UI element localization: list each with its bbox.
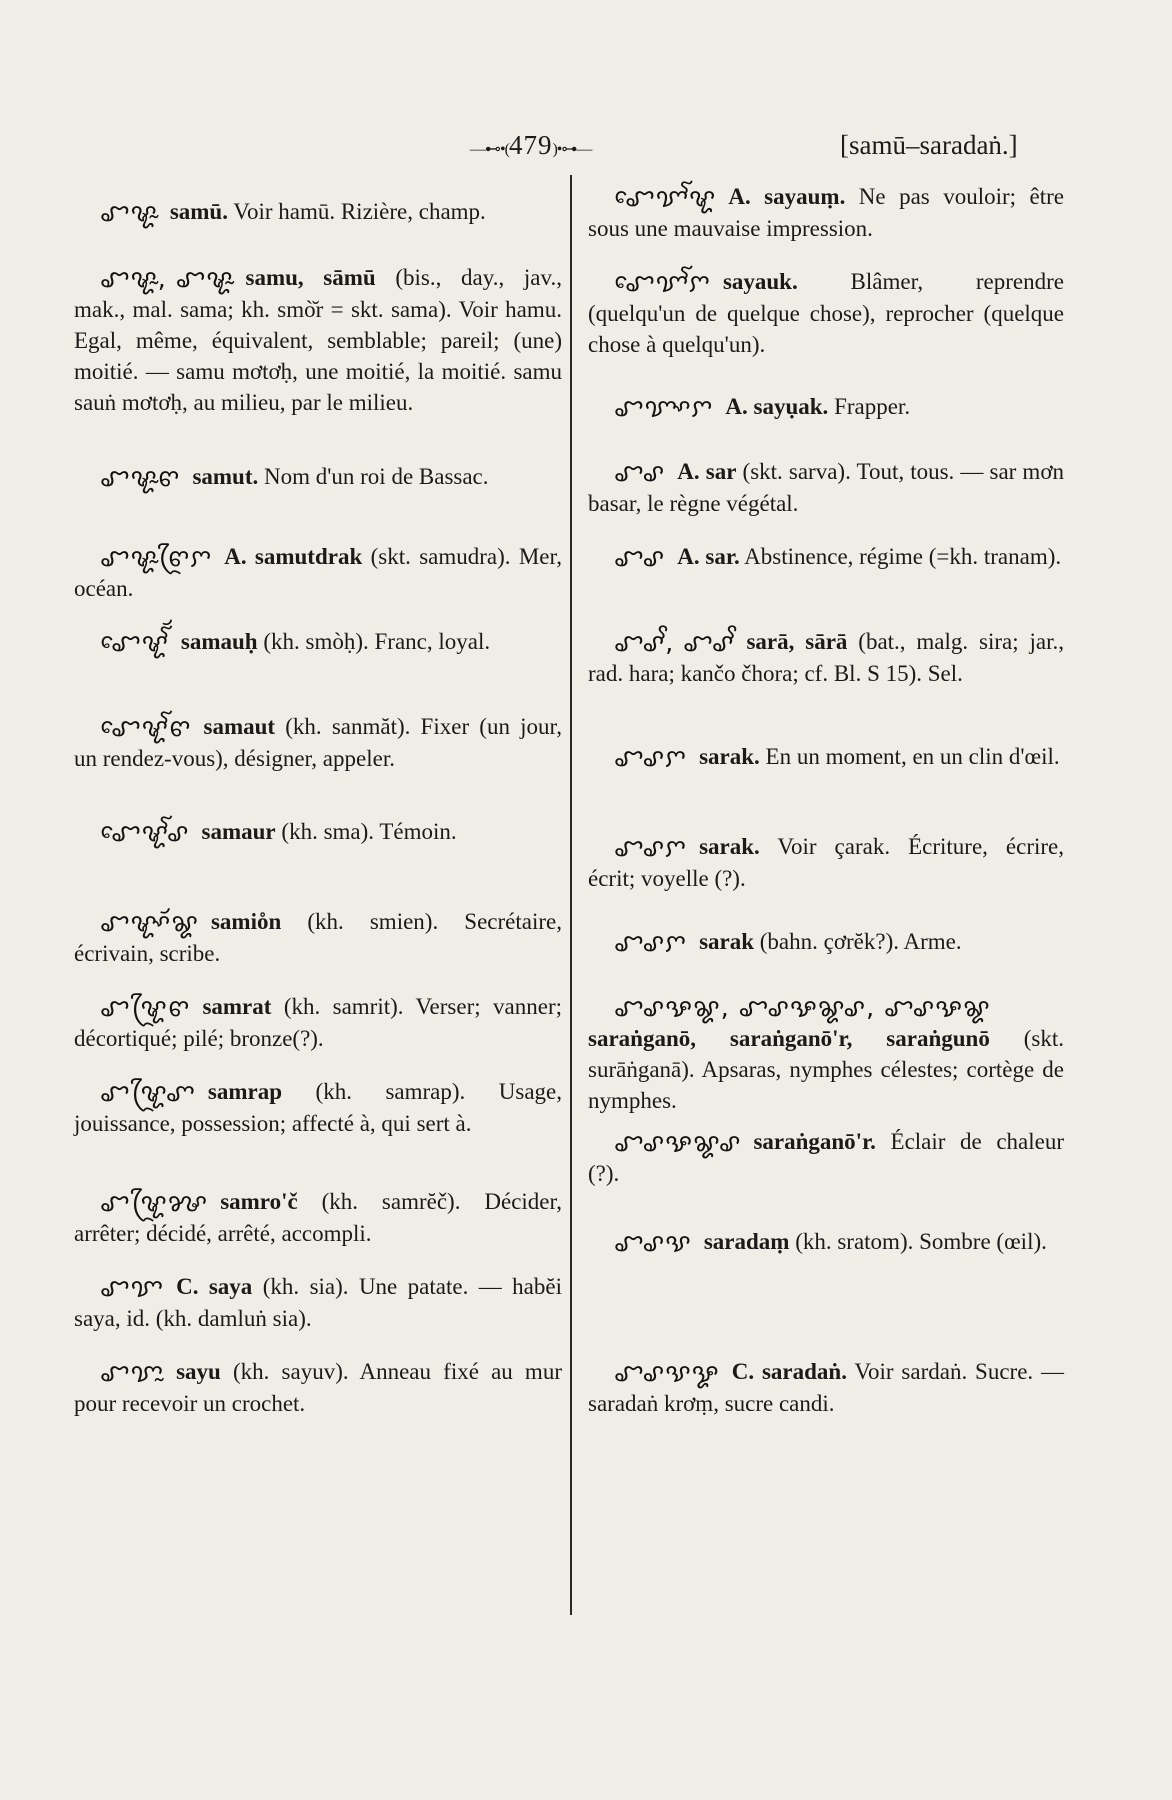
dictionary-entry [74, 1356, 562, 1419]
dictionary-entry [588, 266, 1064, 360]
cham-script-headword: ꨧꨠꨴꨓ [100, 993, 191, 1022]
headword: saraṅganō'r. [753, 1129, 876, 1154]
dictionary-entry [588, 456, 1064, 519]
dictionary-entry [74, 626, 562, 658]
dictionary-entry [74, 1076, 562, 1139]
cham-script-headword: ꨧꨯꨠꨱꨣ [100, 818, 190, 847]
headword: samrap [207, 1079, 283, 1104]
headword: sarak. [699, 834, 760, 859]
column-divider [570, 175, 572, 1615]
headword: samaut [203, 714, 276, 739]
definition: (kh. sanmăt). Fixer (un jour, un rendez-vous), désigner, appeler. [74, 714, 562, 771]
definition: (kh. sratom). Sombre (œil). [789, 1229, 1047, 1254]
definition: (kh. sma). Témoin. [275, 819, 457, 844]
definition: (skt. surāṅganā). Apsaras, nymphes célestes; cortège de nymphes. [588, 1026, 1065, 1113]
definition: (bahn. çơrĕk?). Arme. [754, 929, 962, 954]
running-title: [samū–saradaṅ.] [840, 130, 1018, 160]
definition: Abstinence, régime (=kh. tranam). [739, 544, 1062, 569]
headword: A. sar. [677, 544, 740, 569]
cham-script-headword: ꨧꨣꨊꨘꨣ [614, 1128, 742, 1157]
definition: (kh. sia). Une patate. — habĕi saya, id. (kh. damluṅ sia). [74, 1274, 562, 1331]
dictionary-entry [588, 626, 1064, 689]
cham-script-headword: ꨧꨠꨳꨮꨘ [100, 908, 199, 937]
page-header [0, 130, 1172, 170]
cham-script-headword: ꨧꨣ [614, 543, 666, 572]
headword: samaur [201, 819, 276, 844]
cham-script-headword: ꨧꨣꨊꨘ, ꨧꨣꨊꨘꨣ, ꨧꨣꨊꨘ [614, 993, 991, 1022]
headword: A. samutdrak [224, 544, 363, 569]
cham-script-headword: ꨧꨢꨭ [100, 1358, 165, 1387]
cham-script-headword: ꨧꨯꨠꨱꨮ [100, 628, 169, 657]
headword: sarak. [699, 744, 760, 769]
dictionary-entry [74, 262, 562, 418]
headword: samrat [202, 994, 272, 1019]
dictionary-entry [74, 1271, 562, 1334]
cham-script-headword: ꨧꨠꨭ, ꨧꨠꨭ [100, 264, 234, 293]
cham-script-headword: ꨧꨯꨢꨱꨠ [614, 183, 717, 212]
dictionary-entry [588, 831, 1064, 894]
definition: (kh. samrap). Usage, jouissance, possession; affecté à, qui sert à. [74, 1079, 562, 1136]
definition: (kh. smien). Secrétaire, écrivain, scribe. [74, 909, 562, 966]
definition: Voir sardaṅ. Sucre. — saradaṅ krơṃ, sucre candi. [588, 1359, 1064, 1416]
ornament-left: —⊷•( [470, 141, 509, 158]
headword: A. sayụak. [725, 394, 829, 419]
page-number [470, 130, 591, 161]
headword: saradaṃ [703, 1229, 790, 1254]
headword: sayu [176, 1359, 221, 1384]
page-number-value: 479 [508, 130, 553, 160]
definition: (skt. samudra). Mer, océan. [74, 544, 562, 601]
definition: Nom d'un roi de Bassac. [258, 464, 489, 489]
ornament-right: )•⊶— [552, 141, 592, 158]
dictionary-entry [588, 1126, 1064, 1189]
cham-script-headword: ꨧꨠꨭꨓ [100, 463, 181, 492]
definition: Ne pas vouloir; être sous une mauvaise impression. [588, 184, 1065, 241]
cham-script-headword: ꨧꨠꨴꨚ [100, 1078, 196, 1107]
dictionary-entry [588, 541, 1064, 573]
definition: Éclair de chaleur (?). [588, 1129, 1064, 1186]
dictionary-entry [588, 1356, 1064, 1419]
dictionary-entry [74, 816, 562, 848]
dictionary-entry [74, 1186, 562, 1249]
definition: (kh. smòḥ). Franc, loyal. [257, 629, 491, 654]
definition: En un moment, en un clin d'œil. [759, 744, 1060, 769]
definition: (kh. sayuv). Anneau fixé au mur pour recevoir un crochet. [74, 1359, 562, 1416]
cham-script-headword: ꨧꨢ [100, 1273, 165, 1302]
definition: (bis., day., jav., mak., mal. sama; kh. smò̆r = skt. sama). Voir hamu. Egal, même, équivalent, semblable; pareil; (une) moitié. — samu mơtơḥ, une moitié, la moitié. samu sauṅ mơtơḥ, au milieu, par le milieu. [74, 265, 562, 415]
definition: (bat., malg. sira; jar., rad. hara; kančo čhora; cf. Bl. S 15). Sel. [588, 629, 1064, 686]
headword: sarā, sārā [746, 629, 848, 654]
headword: samro'č [220, 1189, 298, 1214]
cham-script-headword: ꨧꨠꨭꨓꨴꨆ [100, 543, 213, 572]
headword: C. saya [176, 1274, 253, 1299]
dictionary-entry [74, 541, 562, 604]
headword: samu, sāmū [245, 265, 376, 290]
headword: A. sayauṃ. [728, 184, 846, 209]
headword: C. saradaṅ. [731, 1359, 847, 1384]
headword: samū. [169, 199, 228, 224]
cham-script-headword: ꨧꨯꨢꨱꨆ [614, 268, 711, 297]
dictionary-entry [74, 711, 562, 774]
headword: samio̊n [210, 909, 282, 934]
headword: samut. [192, 464, 259, 489]
dictionary-entry [74, 906, 562, 969]
cham-script-headword: ꨧꨣꨆ [614, 743, 688, 772]
headword: sarak [699, 929, 755, 954]
cham-script-headword: ꨧꨣꨩ, ꨧꨣꨩ [614, 628, 735, 657]
cham-script-headword: ꨧꨣ [614, 458, 666, 487]
dictionary-entry [74, 991, 562, 1054]
cham-script-headword: ꨧꨢꨳꨆ [614, 393, 714, 422]
dictionary-entry [74, 196, 562, 228]
cham-script-headword: ꨧꨣꨕꨋ [614, 1358, 720, 1387]
dictionary-entry [588, 741, 1064, 773]
definition: (kh. samrit). Verser; vanner; décortiqué; pilé; bronze(?). [74, 994, 562, 1051]
cham-script-headword: ꨧꨣꨆ [614, 833, 688, 862]
dictionary-entry [588, 991, 1064, 1116]
dictionary-entry [588, 1226, 1064, 1258]
cham-script-headword: ꨧꨣꨕ [614, 1228, 692, 1257]
definition: Voir hamū. Rizière, champ. [227, 199, 486, 224]
cham-script-headword: ꨧꨯꨠꨱꨓ [100, 713, 192, 742]
cham-script-headword: ꨧꨣꨆ [614, 928, 688, 957]
headword: sayauk. [722, 269, 798, 294]
dictionary-entry [588, 926, 1064, 958]
headword: samauḥ [180, 629, 258, 654]
definition: Voir çarak. Écriture, écrire, écrit; voyelle (?). [588, 834, 1064, 891]
headword: A. sar [677, 459, 737, 484]
dictionary-entry [588, 391, 1064, 423]
dictionary-entry [588, 181, 1064, 244]
dictionary-entry [74, 461, 562, 493]
definition: Blâmer, reprendre (quelqu'un de quelque chose), reprocher (quelque chose à quelqu'un). [588, 269, 1064, 357]
definition: (kh. samrĕč). Décider, arrêter; décidé, arrêté, accompli. [74, 1189, 562, 1246]
headword: saraṅganō, saraṅganō'r, saraṅgunō [588, 1026, 990, 1051]
definition: Frapper. [828, 394, 911, 419]
cham-script-headword: ꨧꨠꨭ [100, 198, 158, 227]
cham-script-headword: ꨧꨠꨴꨍ [100, 1188, 209, 1217]
definition: (skt. sarva). Tout, tous. — sar mơn basar, le règne végétal. [588, 459, 1064, 516]
